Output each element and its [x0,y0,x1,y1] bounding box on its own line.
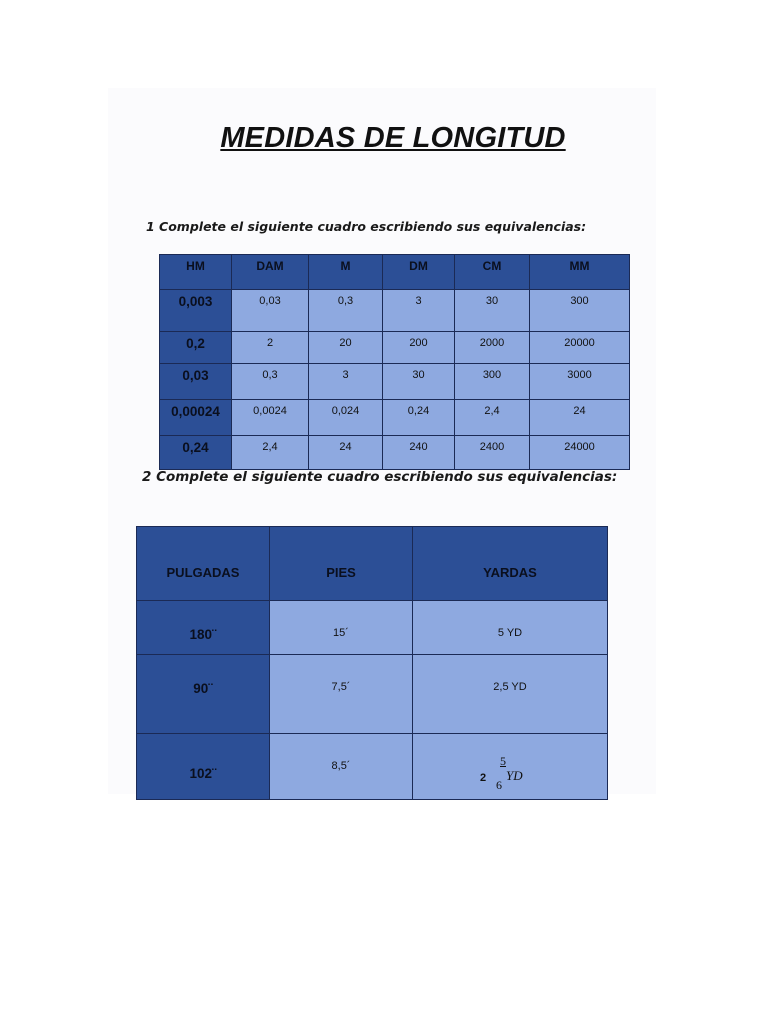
table-row [160,436,630,470]
table-cell: 240 [383,436,455,470]
table-cell: 3 [383,290,455,332]
header-cm: CM [455,255,530,290]
table-cell: 0,0024 [232,400,309,436]
header-dm: DM [383,255,455,290]
imperial-conversion-table [136,526,608,800]
table-header-row [160,255,630,290]
fraction-whole: 2 [480,772,487,784]
table-cell: 8,5´ [270,734,413,800]
table-cell: 0,024 [309,400,383,436]
table-row [137,601,608,655]
row-hm-value: 0,003 [160,290,232,332]
row-pulgadas-value: 180¨ [137,601,270,655]
fraction-unit: YD [506,768,523,783]
row-hm-value: 0,2 [160,332,232,364]
header-dam: DAM [232,255,309,290]
table-cell: 5 YD [413,601,608,655]
table-row [160,364,630,400]
table-cell: 24 [309,436,383,470]
table-cell: 30 [455,290,530,332]
table-cell: 20000 [530,332,630,364]
exercise2-instruction: 2 Complete el siguiente cuadro escribiendo sus equivalencias: [142,469,618,485]
table-cell: 0,03 [232,290,309,332]
exercise1-instruction: 1 Complete el siguiente cuadro escribiendo sus equivalencias: [146,219,587,234]
table-cell: 0,24 [383,400,455,436]
row-hm-value: 0,24 [160,436,232,470]
table-cell: 300 [530,290,630,332]
fraction-numerator: 5 [500,754,506,768]
header-pies: PIES [270,527,413,601]
table-row [160,332,630,364]
header-yardas: YARDAS [413,527,608,601]
header-m: M [309,255,383,290]
fraction-denominator: 6 [496,778,502,792]
table-row [137,734,608,800]
table-cell: 2,4 [455,400,530,436]
table-cell: 7,5´ [270,655,413,734]
row-pulgadas-value: 102¨ [137,734,270,800]
table-cell: 0,3 [309,290,383,332]
table-cell: 3 [309,364,383,400]
table-cell: 2400 [455,436,530,470]
row-pulgadas-value: 90¨ [137,655,270,734]
table-cell: 2 [232,332,309,364]
table-cell-fraction [413,734,608,800]
table-cell: 300 [455,364,530,400]
row-hm-value: 0,03 [160,364,232,400]
table-cell: 30 [383,364,455,400]
table-cell: 3000 [530,364,630,400]
table-cell: 24000 [530,436,630,470]
table-cell: 0,3 [232,364,309,400]
mixed-fraction [480,754,540,790]
table-header-row [137,527,608,601]
table-cell: 2,5 YD [413,655,608,734]
length-conversion-table [159,254,630,470]
table-cell: 2,4 [232,436,309,470]
header-hm: HM [160,255,232,290]
header-mm: MM [530,255,630,290]
table-row [160,400,630,436]
table-cell: 2000 [455,332,530,364]
row-hm-value: 0,00024 [160,400,232,436]
table-row [137,655,608,734]
header-pulgadas: PULGADAS [137,527,270,601]
table-cell: 200 [383,332,455,364]
table-cell: 24 [530,400,630,436]
table-row [160,290,630,332]
page-title: MEDIDAS DE LONGITUD [220,122,566,154]
table-cell: 15´ [270,601,413,655]
table-cell: 20 [309,332,383,364]
